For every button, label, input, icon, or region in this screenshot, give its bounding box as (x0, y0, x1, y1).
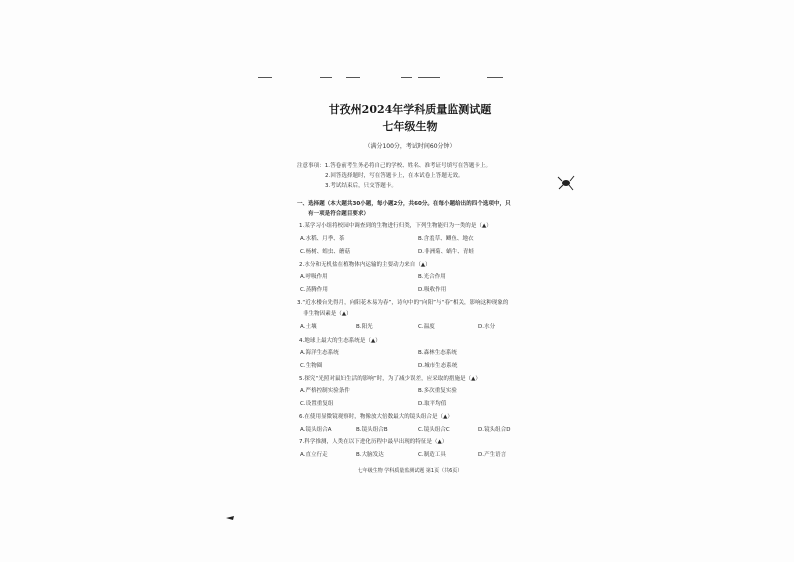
question-option: B.森林生态系统 (418, 350, 457, 356)
question-option: B.镜头组合B (356, 427, 388, 433)
question-option: A.严格控制实验条件 (300, 388, 350, 394)
question-option: C.杨树、蝗虫、蘑菇 (300, 249, 351, 255)
question-option: B.多次重复实验 (418, 388, 457, 394)
ink-blot-icon (556, 174, 576, 192)
question-option: B.阳光 (356, 324, 373, 330)
margin-dash (487, 77, 503, 78)
page-footer: 七年级生物 学科质量监测试题 第1页（共6页） (357, 468, 463, 474)
section-heading: 有一项是符合题目要求） (308, 211, 370, 217)
exam-title: 甘孜州2024年学科质量监测试题 (328, 103, 492, 116)
question-option: D.镜头组合D (478, 427, 511, 433)
question-stem: 1.某学习小组将校园中调查到的生物进行归类，下列生物能归为一类的是（▲） (299, 223, 492, 229)
question-option: C.制造工具 (418, 452, 446, 458)
question-option: C.生物圈 (300, 363, 323, 369)
question-option: B.大脑发达 (356, 452, 384, 458)
question-option: A.土壤 (300, 324, 317, 330)
notes-line: 2.回答选择题时，写在答题卡上，在本试卷上答题无效。 (325, 173, 464, 179)
question-stem: 5.探究“光照对鼠妇生活的影响”时，为了减少误差，应采取的措施是（▲） (299, 376, 481, 382)
question-option: A.海洋生态系统 (300, 350, 339, 356)
question-option: D.产生语言 (478, 452, 507, 458)
question-option: C.镜头组合C (418, 427, 450, 433)
question-option: D.非洲菊、蜗牛、青蛙 (418, 249, 475, 255)
notes-line: 3.考试结束后，只交答题卡。 (325, 183, 397, 189)
question-option: D.吸收作用 (418, 287, 447, 293)
question-stem: 7.科学推测，人类在以下进化历程中最早出现的特征是（▲） (299, 439, 448, 445)
exam-subject: 七年级生物 (382, 120, 438, 133)
question-option: C.蒸腾作用 (300, 287, 328, 293)
scan-speck-icon (226, 516, 234, 521)
question-option: D.取平均值 (418, 401, 447, 407)
score-note: （满分100分，考试时间60分钟） (364, 143, 456, 150)
question-option: C.温度 (418, 324, 435, 330)
question-stem: 非生物因素是（▲） (303, 311, 352, 317)
margin-dash (418, 77, 440, 78)
question-option: D.城市生态系统 (418, 363, 458, 369)
question-option: C.设置重复组 (300, 401, 334, 407)
margin-dash (258, 77, 272, 78)
question-option: B.光合作用 (418, 274, 446, 280)
section-heading: 一、选择题（本大题共30小题，每小题2分，共60分。在每小题给出的四个选项中，只 (297, 201, 511, 207)
question-stem: 3.“近水楼台先得月，向阳花木易为春”，诗句中的“向阳”与“春”相关，影响这种现象的 (297, 300, 509, 306)
margin-dash (401, 77, 412, 78)
question-option: A.呼吸作用 (300, 274, 328, 280)
notes-line: 注意事项：1.答卷前考生务必将自己的学校、姓名、准考证号填写在答题卡上。 (297, 163, 492, 169)
margin-dash (320, 77, 332, 78)
question-stem: 2.水分和无机盐在植物体内运输的主要动力来自（▲） (299, 262, 431, 268)
question-stem: 6.在使用显微镜观察时，物像放大倍数最大的镜头组合是（▲） (299, 414, 453, 420)
question-option: A.镜头组合A (300, 427, 332, 433)
question-option: A.水稻、月季、茶 (300, 236, 345, 242)
margin-dash (346, 77, 360, 78)
question-option: A.直立行走 (300, 452, 328, 458)
question-option: D.水分 (478, 324, 496, 330)
question-option: B.含羞草、鲫鱼、地衣 (418, 236, 474, 242)
question-stem: 4.地球上最大的生态系统是（▲） (299, 338, 381, 344)
